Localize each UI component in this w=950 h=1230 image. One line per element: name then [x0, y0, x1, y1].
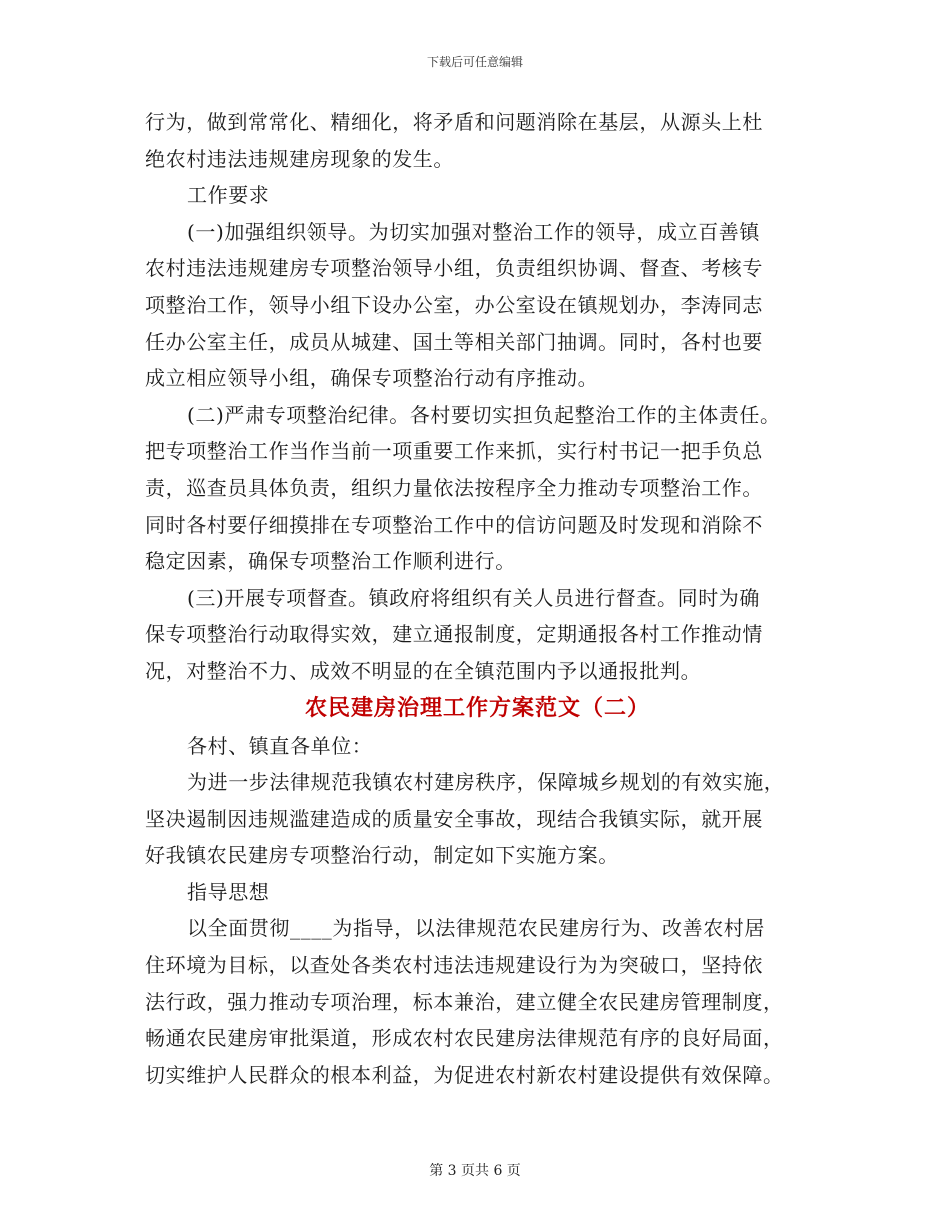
text-line: 责，巡查员具体负责，组织力量依法按程序全力推动专项整治工作。: [145, 475, 763, 500]
document-body: [145, 104, 810, 1093]
text-line: (三)开展专项督查。镇政府将组织有关人员进行督查。同时为确: [187, 585, 761, 610]
text-line: 切实维护人民群众的根本利益，为促进农村新农村建设提供有效保障。: [145, 1062, 784, 1087]
text-line: 任办公室主任，成员从城建、国土等相关部门抽调。同时，各村也要: [145, 329, 763, 354]
text-line: 好我镇农民建房专项整治行动，制定如下实施方案。: [145, 843, 619, 868]
section-title: 农民建房治理工作方案范文（二）: [304, 695, 650, 721]
text-line: 坚决遏制因违规滥建造成的质量安全事故，现结合我镇实际，就开展: [145, 806, 763, 831]
text-line: 指导思想: [187, 879, 270, 904]
text-line: 工作要求: [187, 183, 270, 208]
text-line: 住环境为目标，以查处各类农村违法违规建设行为为突破口，坚持依: [145, 953, 763, 978]
text-line: 为进一步法律规范我镇农村建房秩序，保障城乡规划的有效实施，: [187, 770, 785, 795]
text-line: 行为，做到常常化、精细化，将矛盾和问题消除在基层，从源头上杜: [145, 110, 763, 134]
text-line: 农村违法违规建房专项整治领导小组，负责组织协调、督查、考核专: [145, 256, 763, 281]
text-line: 畅通农民建房审批渠道，形成农村农民建房法律规范有序的良好局面，: [145, 1026, 784, 1051]
text-line: 以全面贯彻____为指导，以法律规范农民建房行为、改善农村居: [187, 916, 765, 941]
text-line: (二)严肃专项整治纪律。各村要切实担负起整治工作的主体责任。: [187, 402, 781, 427]
text-line: 把专项整治工作当作当前一项重要工作来抓，实行村书记一把手负总: [145, 439, 763, 464]
text-line: 法行政，强力推动专项治理，标本兼治，建立健全农民建房管理制度，: [145, 989, 784, 1014]
text-line: 保专项整治行动取得实效，建立通报制度，定期通报各村工作推动情: [145, 622, 763, 647]
text-line: 成立相应领导小组，确保专项整治行动有序推动。: [145, 366, 599, 391]
text-line: 稳定因素，确保专项整治工作顺利进行。: [145, 549, 516, 574]
text-line: 绝农村违法违规建房现象的发生。: [145, 146, 454, 171]
page-footer: 第 3 页共 6 页: [429, 1163, 521, 1179]
text-line: 项整治工作，领导小组下设办公室，办公室设在镇规划办，李涛同志: [145, 292, 763, 317]
page-header: 下载后可任意编辑: [426, 55, 523, 69]
text-line: 各村、镇直各单位：: [187, 733, 373, 758]
text-line: (一)加强组织领导。为切实加强对整治工作的领导，成立百善镇: [187, 219, 761, 244]
text-line: 同时各村要仔细摸排在专项整治工作中的信访问题及时发现和消除不: [145, 512, 763, 537]
text-line: 况，对整治不力、成效不明显的在全镇范围内予以通报批判。: [145, 658, 702, 683]
